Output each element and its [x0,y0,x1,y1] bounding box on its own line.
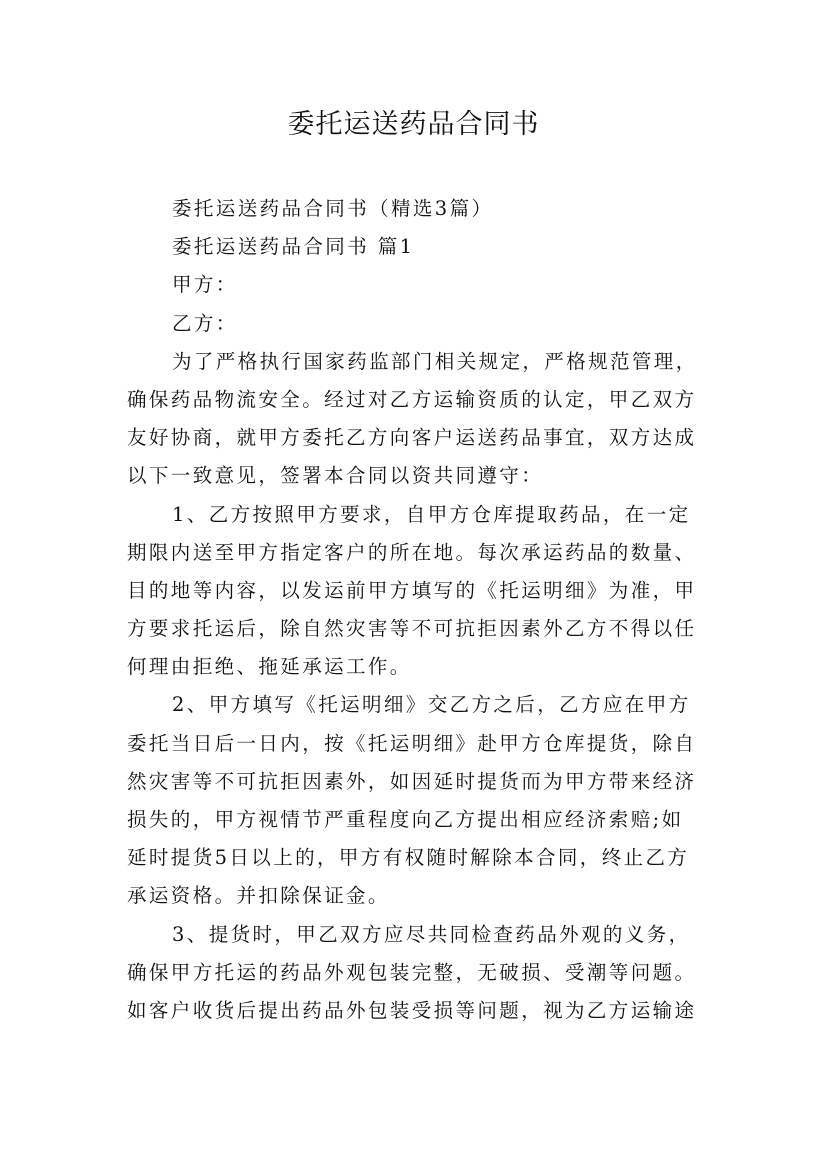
text-line: 委托运送药品合同书 篇1 [172,235,415,259]
text-line: 确保药品物流安全。经过对乙方运输资质的认定，甲乙双方 [127,387,697,411]
text-line: 承运资格。并扣除保证金。 [127,884,390,908]
text-line: 甲方： [172,273,238,297]
text-line: 友好协商，就甲方委托乙方向客户运送药品事宜，双方达成 [127,426,697,450]
text-line: 延时提货5日以上的，甲方有权随时解除本合同，终止乙方 [127,846,690,870]
text-line: 方要求托运后，除自然灾害等不可抗拒因素外乙方不得以任 [127,617,697,641]
text-line: 为了严格执行国家药监部门相关规定，严格规范管理， [172,349,698,373]
text-line: 乙方： [172,311,238,335]
text-line: 何理由拒绝、拖延承运工作。 [127,655,412,679]
text-line: 委托运送药品合同书（精选3篇） [172,197,494,220]
text-line: 如客户收货后提出药品外包装受损等问题，视为乙方运输途 [127,998,697,1022]
text-line: 损失的，甲方视情节严重程度向乙方提出相应经济索赔;如 [127,808,684,831]
document-title: 委托运送药品合同书 [287,109,540,140]
document-body [127,190,717,1030]
text-line: 确保甲方托运的药品外观包装完整，无破损、受潮等问题。 [127,960,697,984]
text-line: 期限内送至甲方指定客户的所在地。每次承运药品的数量、 [127,540,697,564]
text-line: 然灾害等不可抗拒因素外，如因延时提货而为甲方带来经济 [127,769,697,793]
text-line: 目的地等内容，以发运前甲方填写的《托运明细》为准，甲 [127,578,697,602]
text-line: 3、提货时，甲乙双方应尽共同检查药品外观的义务， [172,922,691,946]
text-line: 2、甲方填写《托运明细》交乙方之后，乙方应在甲方 [172,693,691,717]
text-line: 1、乙方按照甲方要求，自甲方仓库提取药品，在一定 [172,502,691,526]
text-line: 委托当日后一日内，按《托运明细》赴甲方仓库提货，除自 [127,731,697,755]
text-line: 以下一致意见，签署本合同以资共同遵守： [127,464,544,488]
